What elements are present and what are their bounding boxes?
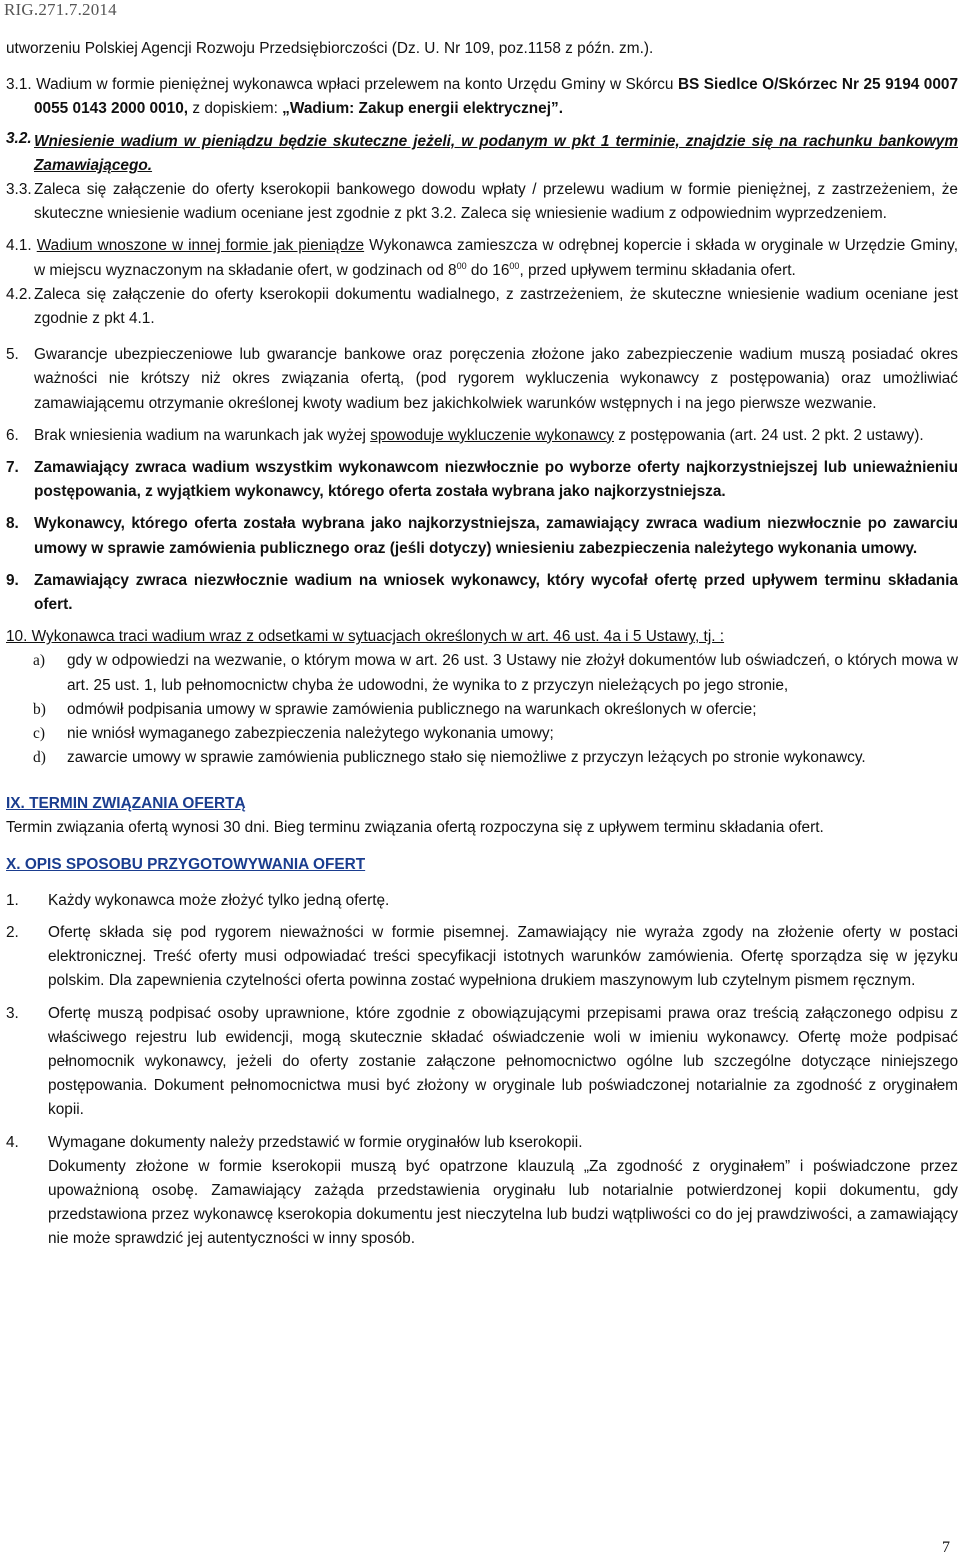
point-10: 10. Wykonawca traci wadium wraz z odsetkami w sytuacjach określonych w art. 46 ust. 4a i 5 Ustawy, tj. : [6, 628, 725, 646]
document-page [6, 37, 958, 1252]
list-item-letter: a) [33, 652, 45, 670]
paragraph-3-1-number: 3.1. [6, 76, 32, 94]
page-number: 7 [942, 1539, 950, 1556]
section-x-heading: X. OPIS SPOSOBU PRZYGOTOWYWANIA OFERT [6, 855, 366, 873]
list-item [6, 722, 958, 746]
section-ix-text: Termin związania ofertą wynosi 30 dni. Bieg terminu związania ofertą rozpoczyna się z upływem terminu składania ofert. [6, 819, 824, 837]
section-x-item-1-text: Każdy wykonawca może złożyć tylko jedną ofertę. [48, 891, 390, 909]
paragraph-3-3-number: 3.3. [6, 181, 32, 199]
section-x-item-3-number: 3. [6, 1004, 19, 1022]
paragraph-4-1-text-b: do 16 [470, 261, 510, 279]
point-8 [6, 512, 958, 560]
section-x-item-3 [6, 1002, 958, 1123]
list-item [6, 746, 958, 770]
section-x-item-4-text-a: Wymagane dokumenty należy przedstawić w formie oryginałów lub kserokopii. [48, 1133, 583, 1151]
bank-account: O/Skórzec Nr 25 9194 0007 0055 0143 2000 0010, [34, 76, 959, 118]
paragraph-3-3-text: Zaleca się załączenie do oferty kserokopii bankowego dowodu wpłaty / przelewu wadium w formie pieniężnej, z zastrzeżeniem, że skuteczne wniesienie wadium oceniane jest zgodnie z pkt 3.2. Zaleca się wniesienie wadium z odpowiednim wyprzedzeniem. [34, 181, 958, 223]
payment-reference: „Wadium: Zakup energii elektrycznej”. [282, 100, 563, 118]
section-x-item-2-number: 2. [6, 923, 19, 941]
paragraph-4-1-underlined: Wadium wnoszone w innej formie jak pieniądze [36, 237, 365, 255]
paragraph-3-1-text: Wadium w formie pieniężnej wykonawca wpłaci przelewem na konto Urzędu Gminy w Skórcu [36, 76, 674, 94]
point-7 [6, 456, 958, 504]
point-5-text: Gwarancje ubezpieczeniowe lub gwarancje bankowe oraz poręczenia złożone jako zabezpieczenie wadium muszą posiadać okres ważności nie krótszy niż okres związania ofertą, (pod rygorem wykluczenia wykonawcy z postępowania) oraz umożliwiać zamawiającemu otrzymanie określonej kwoty wadium bez jakichkolwiek warunków wstępnych i na jego pierwsze wezwanie. [34, 346, 958, 412]
section-x-item-1-number: 1. [6, 891, 19, 909]
point-6-text-b: z postępowania (art. 24 ust. 2 pkt. 2 ustawy). [618, 426, 924, 444]
paragraph-3-1 [6, 73, 958, 121]
point-9-text: Zamawiający zwraca niezwłocznie wadium na wniosek wykonawcy, który wycofał ofertę przed upływem terminu składania ofert. [34, 571, 958, 614]
point-5-number: 5. [6, 346, 19, 364]
paragraph-4-2 [6, 283, 958, 331]
section-x-item-4 [6, 1131, 958, 1252]
point-7-number: 7. [6, 459, 19, 477]
list-item-letter: b) [33, 700, 46, 718]
section-x-item-3-text: Ofertę muszą podpisać osoby uprawnione, które zgodnie z obowiązującymi przepisami prawa oraz treścią załączonego odpisu z właściwego rejestru lub ewidencji, mogą skutecznie składać oświadczenie woli w imieniu wykonawcy. Ofertę może podpisać pełnomocnik wykonawcy, jeżeli do oferty zostanie załączone pełnomocnictwo ogólne lub szczególne dotyczące niniejszego postępowania. Dokument pełnomocnictwa musi być złożony w oryginale lub poświadczonej notarialnie za zgodność z oryginałem kopii. [48, 1004, 958, 1119]
list-item-text: odmówił podpisania umowy w sprawie zamówienia publicznego na warunkach określonych w ofercie; [67, 700, 757, 718]
list-item [6, 649, 958, 697]
document-id-header: RIG.271.7.2014 [4, 0, 117, 19]
paragraph-3-2-number: 3.2. [6, 129, 32, 147]
point-5 [6, 343, 958, 416]
forfeit-conditions-list [6, 649, 958, 770]
paragraph-4-2-text: Zaleca się załączenie do oferty kserokopii dokumentu wadialnego, z zastrzeżeniem, że skuteczne wniesienie wadium oceniane jest zgodnie z pkt 4.1. [34, 285, 958, 328]
paragraph-4-1-text-a: Wykonawca zamieszcza w odrębnej kopercie i składa w oryginale w Urzędzie Gminy, w miejscu wyznaczonym na składanie ofert, w godzinach od 8 [34, 237, 958, 279]
list-item-letter: c) [33, 725, 45, 743]
section-ix-heading: IX. TERMIN ZWIĄZANIA OFERTĄ [6, 795, 246, 813]
list-item-text: gdy w odpowiedzi na wezwanie, o którym mowa w art. 26 ust. 3 Ustawy nie złożył dokumentów lub oświadczeń, o których mowa w art. 25 ust. 1, lub pełnomocnictw chyba że udowodni, że wynika to z przyczyn nieleżących po jego stronie, [67, 652, 958, 694]
list-item-letter: d) [33, 749, 46, 767]
section-x-item-2 [6, 921, 958, 994]
hour-start-sup: 00 [456, 260, 467, 271]
point-6 [6, 424, 958, 448]
section-x-item-4-body [48, 1131, 958, 1252]
paragraph-3-2-text: Wniesienie wadium w pieniądzu będzie skuteczne jeżeli, w podanym w pkt 1 terminie, znajdzie się na rachunku bankowym Zamawiającego. [34, 132, 958, 174]
bank-name: BS Siedlce [677, 76, 758, 94]
intro-line: utworzeniu Polskiej Agencji Rozwoju Przedsiębiorczości (Dz. U. Nr 109, poz.1158 z późn. zm.). [6, 40, 654, 57]
point-6-number: 6. [6, 426, 19, 444]
section-x-item-2-text: Ofertę składa się pod rygorem nieważności w formie pisemnej. Zamawiający nie wyraża zgody na złożenie oferty w postaci elektronicznej. Treść oferty musi odpowiadać treści specyfikacji istotnych warunków zamówienia. Ofertę sporządza się w języku polskim. Dla zapewnienia czytelności oferta powinna zostać wypełniona drukiem maszynowym lub czytelnym pismem ręcznym. [48, 923, 958, 990]
list-item-text: zawarcie umowy w sprawie zamówienia publicznego stało się niemożliwe z przyczyn leżących po stronie wykonawcy. [67, 749, 866, 767]
point-9 [6, 569, 958, 617]
paragraph-4-1 [6, 234, 958, 282]
section-x-item-4-number: 4. [6, 1133, 19, 1151]
point-6-text-a: Brak wniesienia wadium na warunkach jak wyżej [34, 426, 366, 444]
point-9-number: 9. [6, 571, 19, 589]
point-6-body [34, 424, 958, 448]
paragraph-3-2 [6, 130, 958, 178]
point-7-text: Zamawiający zwraca wadium wszystkim wykonawcom niezwłocznie po wyborze oferty najkorzystniejszej lub unieważnieniu postępowania, z wyjątkiem wykonawcy, którego oferta została wybrana jako najkorzystniejsza. [34, 459, 958, 501]
section-x-item-4-text-b: Dokumenty złożone w formie kserokopii muszą być opatrzone klauzulą „Za zgodność z oryginałem” i poświadczone przez upoważnioną osobę. Zamawiający zażąda przedstawienia oryginału lub notarialnie potwierdzonej kopii dokumentu, gdy przedstawiona przez wykonawcę kserokopia dokumentu jest nieczytelna lub budzi wątpliwości co do jej prawdziwości, a zamawiający nie może sprawdzić jej autentyczności w inny sposób. [48, 1157, 958, 1248]
list-item [6, 698, 958, 722]
hour-end-sup: 00 [509, 260, 520, 271]
paragraph-3-3 [6, 178, 958, 226]
point-6-underlined: spowoduje wykluczenie wykonawcy [370, 426, 614, 444]
paragraph-4-2-number: 4.2. [6, 285, 32, 303]
paragraph-3-1-mid: z dopiskiem: [192, 100, 278, 118]
list-item-text: nie wniósł wymaganego zabezpieczenia należytego wykonania umowy; [67, 725, 554, 743]
section-x-item-1 [6, 889, 958, 913]
paragraph-4-1-text-c: , przed upływem terminu składania ofert. [519, 261, 796, 279]
paragraph-4-1-number: 4.1. [6, 237, 32, 255]
point-8-text: Wykonawcy, którego oferta została wybrana jako najkorzystniejsza, zamawiający zwraca wadium niezwłocznie po zawarciu umowy w sprawie zamówienia publicznego oraz (jeśli dotyczy) wniesieniu zabezpieczenia należytego wykonania umowy. [34, 515, 958, 557]
point-8-number: 8. [6, 515, 19, 533]
